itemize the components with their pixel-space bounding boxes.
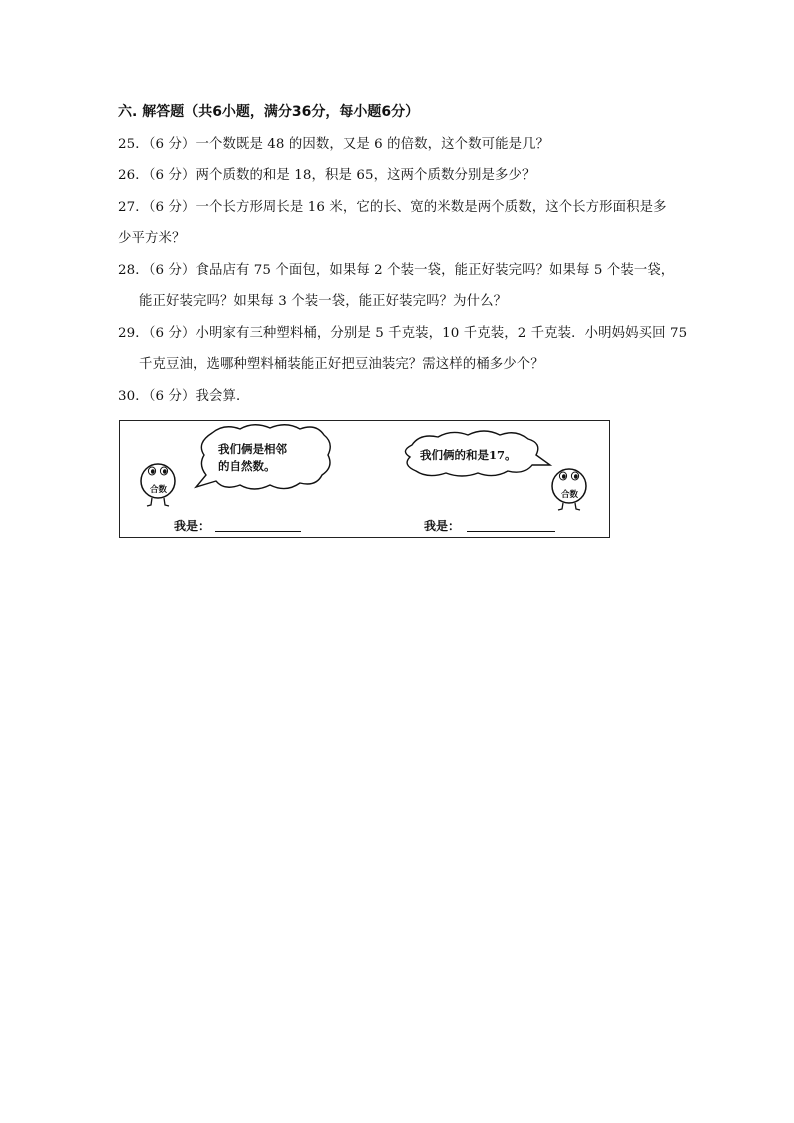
question-25-line-1: 25．（6 分）一个数既是 48 的因数，又是 6 的倍数，这个数可能是几？ xyxy=(118,137,550,152)
question-27-line-1: 27．（6 分）一个长方形周长是 16 米，它的长、宽的米数是两个质数，这个长方形面积是多 xyxy=(118,200,667,215)
section-title: 六. 解答题（共6小题，满分36分，每小题6分） xyxy=(118,104,420,120)
left-bubble-line-1: 我们俩是相邻 xyxy=(218,442,287,456)
right-answer-label: 我是： xyxy=(424,519,461,533)
right-bubble-line-1: 我们俩的和是17。 xyxy=(420,448,517,462)
left-character-label: 合数 xyxy=(150,485,168,495)
question-30-line-1: 30．（6 分）我会算． xyxy=(118,389,250,404)
left-answer-blank xyxy=(215,531,301,532)
question-27-line-2: 少平方米？ xyxy=(118,231,186,246)
illustration-box xyxy=(119,420,610,538)
right-character-label: 合数 xyxy=(561,490,579,500)
left-bubble-line-2: 的自然数。 xyxy=(218,459,276,473)
question-28-line-2: 能正好装完吗？如果每 3 个装一袋，能正好装完吗？为什么？ xyxy=(139,294,508,309)
question-29-line-2: 千克豆油，选哪种塑料桶装能正好把豆油装完？需这样的桶多少个？ xyxy=(139,357,544,372)
left-answer-label: 我是： xyxy=(174,519,211,533)
question-28-line-1: 28．（6 分）食品店有 75 个面包，如果每 2 个装一袋，能正好装完吗？如果每 5 个装一袋， xyxy=(118,263,675,278)
question-29-line-1: 29．（6 分）小明家有三种塑料桶，分别是 5 千克装，10 千克装，2 千克装．小明妈妈买回 75 xyxy=(118,326,688,341)
right-answer-blank xyxy=(467,531,555,532)
question-26-line-1: 26．（6 分）两个质数的和是 18，积是 65，这两个质数分别是多少？ xyxy=(118,168,536,183)
